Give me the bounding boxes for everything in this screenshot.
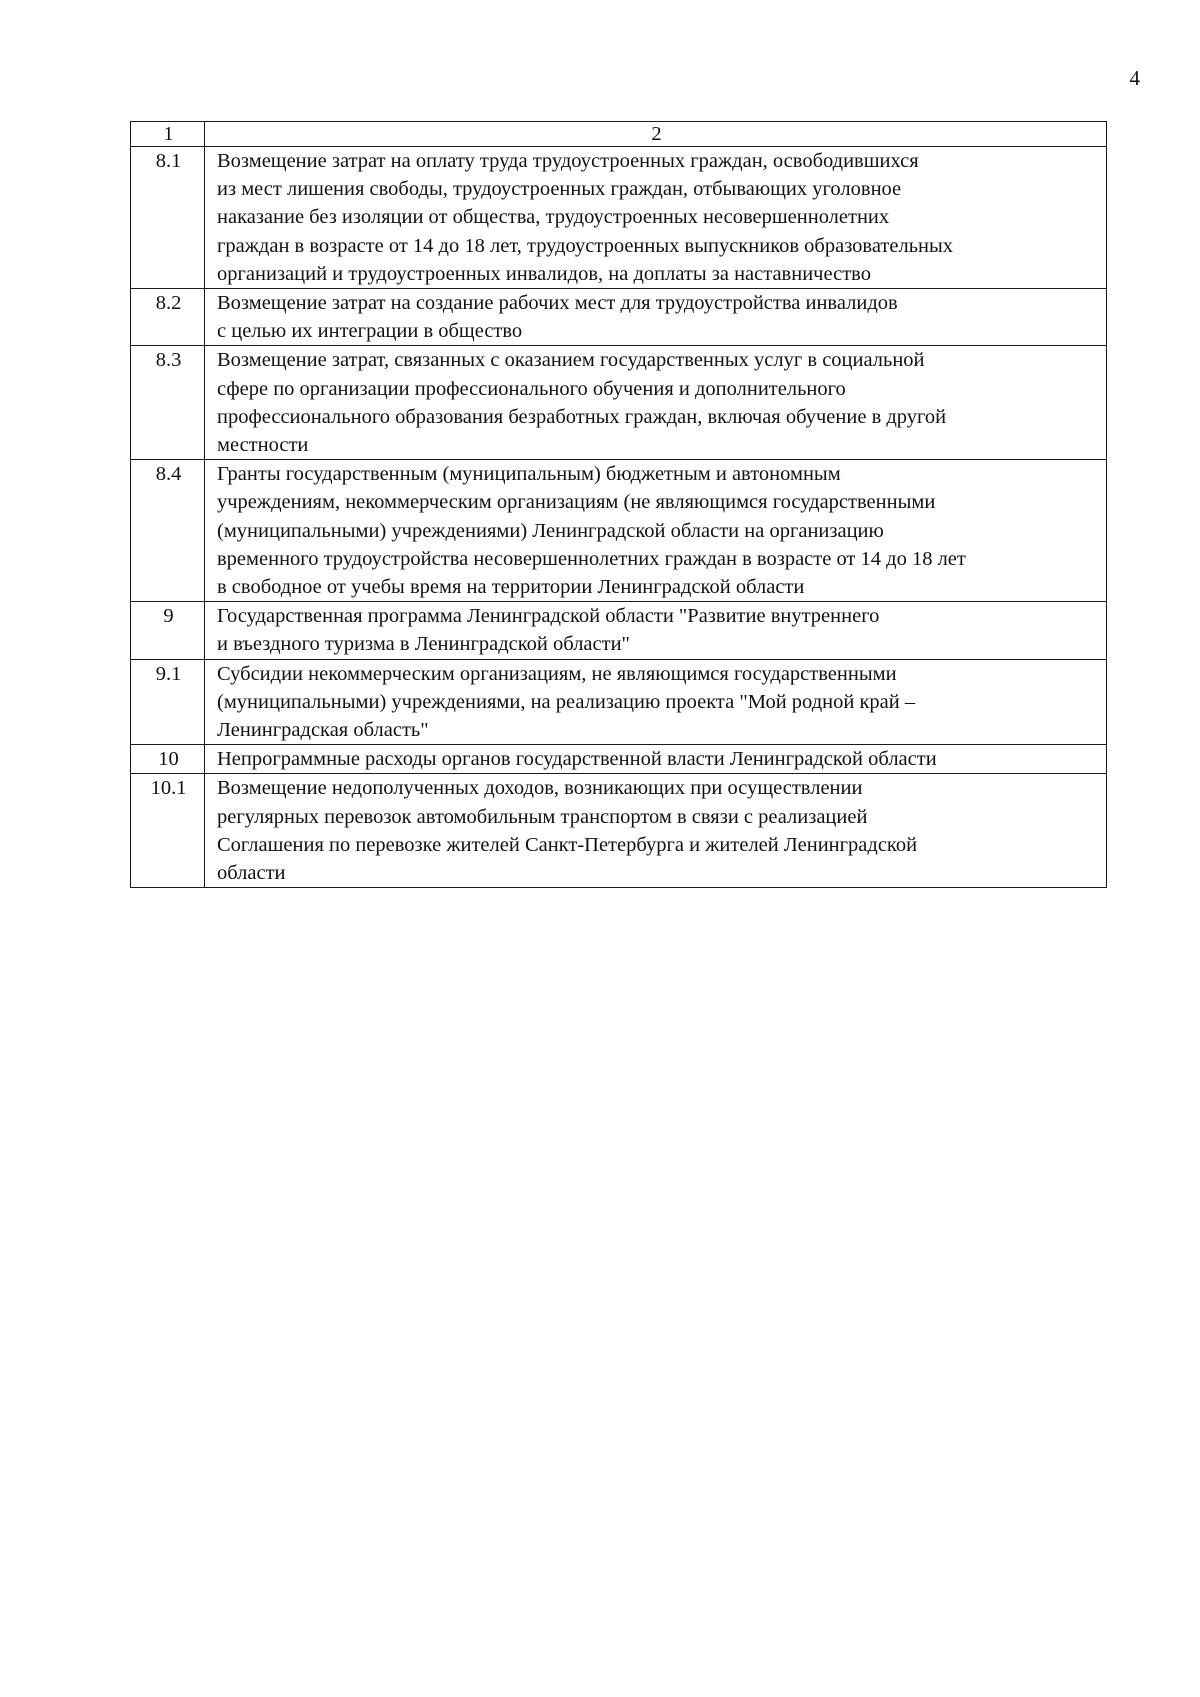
row-description-cell <box>205 460 1107 602</box>
description-line: Ленинградская область" <box>217 719 429 742</box>
row-description-cell <box>205 147 1107 289</box>
table-row <box>131 460 1107 602</box>
table-row <box>131 745 1107 774</box>
description-line: области <box>217 862 286 885</box>
description-line: (муниципальными) учреждениями, на реализацию проекта "Мой родной край – <box>217 690 916 713</box>
description-line: Субсидии некоммерческим организациям, не являющимся государственными <box>217 662 897 685</box>
row-description-cell <box>205 602 1107 659</box>
row-description-cell <box>205 745 1107 774</box>
description-line: из мест лишения свободы, трудоустроенных граждан, отбывающих уголовное <box>217 178 902 201</box>
description-line: (муниципальными) учреждениями) Ленинградской области на организацию <box>217 519 884 542</box>
description-line: и въездного туризма в Ленинградской области" <box>217 633 630 656</box>
row-number-cell: 9 <box>131 602 205 659</box>
header-cell-description: 2 <box>205 122 1107 147</box>
table-header-row <box>131 122 1107 147</box>
description-line: профессионального образования безработных граждан, включая обучение в другой <box>217 405 947 428</box>
page-number: 4 <box>1129 66 1140 90</box>
row-number-cell: 8.4 <box>131 460 205 602</box>
description-line: регулярных перевозок автомобильным транспортом в связи с реализацией <box>217 805 868 828</box>
description-line: с целью их интеграции в общество <box>217 320 523 343</box>
description-line: Соглашения по перевозке жителей Санкт-Петербурга и жителей Ленинградской <box>217 833 918 856</box>
row-number-cell: 10.1 <box>131 774 205 888</box>
row-number-cell: 8.3 <box>131 346 205 460</box>
row-description-cell <box>205 346 1107 460</box>
row-number-cell: 9.1 <box>131 659 205 745</box>
table-row <box>131 774 1107 888</box>
description-line: местности <box>217 434 309 457</box>
table-row <box>131 659 1107 745</box>
description-line: организаций и трудоустроенных инвалидов, на доплаты за наставничество <box>217 262 871 285</box>
description-line: Государственная программа Ленинградской области "Развитие внутреннего <box>217 605 880 628</box>
description-line: Непрограммные расходы органов государственной власти Ленинградской области <box>217 748 937 771</box>
description-line: учреждениям, некоммерческим организациям (не являющимся государственными <box>217 491 936 514</box>
description-line: Возмещение затрат на создание рабочих мест для трудоустройства инвалидов <box>217 292 898 315</box>
description-line: наказание без изоляции от общества, трудоустроенных несовершеннолетних <box>217 206 890 229</box>
table-body <box>131 122 1107 888</box>
row-description-cell <box>205 774 1107 888</box>
description-line: сфере по организации профессионального обучения и дополнительного <box>217 377 846 400</box>
row-number-cell: 8.1 <box>131 147 205 289</box>
description-line: в свободное от учебы время на территории Ленинградской области <box>217 576 805 599</box>
description-line: Возмещение затрат на оплату труда трудоустроенных граждан, освободившихся <box>217 150 919 172</box>
row-number-cell: 8.2 <box>131 289 205 346</box>
description-line: временного трудоустройства несовершеннолетних граждан в возрасте от 14 до 18 лет <box>217 547 966 570</box>
table-row <box>131 602 1107 659</box>
description-line: Гранты государственным (муниципальным) бюджетным и автономным <box>217 463 841 486</box>
description-line: граждан в возрасте от 14 до 18 лет, трудоустроенных выпускников образовательных <box>217 234 954 257</box>
expense-table <box>130 121 1107 888</box>
row-description-cell <box>205 659 1107 745</box>
table-row <box>131 346 1107 460</box>
table-row <box>131 289 1107 346</box>
description-line: Возмещение недополученных доходов, возникающих при осуществлении <box>217 777 863 800</box>
header-cell-number: 1 <box>131 122 205 147</box>
table-row <box>131 147 1107 289</box>
row-description-cell <box>205 289 1107 346</box>
row-number-cell: 10 <box>131 745 205 774</box>
description-line: Возмещение затрат, связанных с оказанием государственных услуг в социальной <box>217 349 925 372</box>
